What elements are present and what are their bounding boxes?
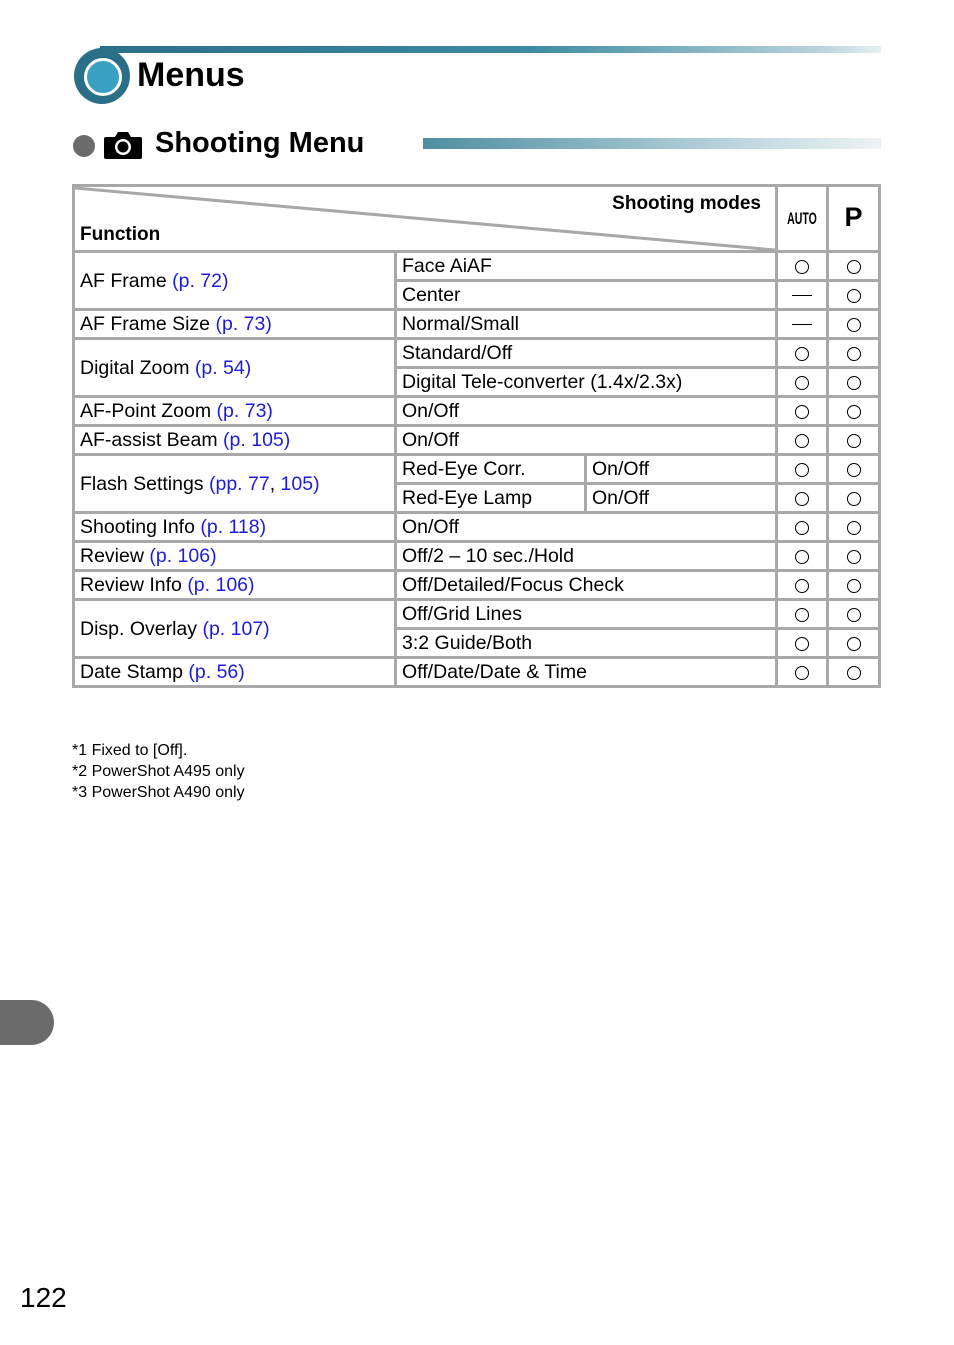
function-label: Function xyxy=(80,224,161,245)
auto-mark xyxy=(777,339,828,368)
auto-mark xyxy=(777,571,828,600)
auto-mode-icon: AUTO xyxy=(787,209,817,228)
available-icon xyxy=(847,289,861,303)
available-icon xyxy=(795,405,809,419)
auto-mark xyxy=(777,426,828,455)
mode-auto-header xyxy=(777,186,828,252)
available-icon xyxy=(795,637,809,651)
auto-mark xyxy=(777,629,828,658)
available-icon xyxy=(795,492,809,506)
available-icon xyxy=(795,608,809,622)
p-mark xyxy=(828,368,880,397)
function-name: AF Frame xyxy=(80,269,167,292)
option-cell: Standard/Off xyxy=(396,339,777,368)
function-name: Digital Zoom xyxy=(80,356,190,379)
function-cell xyxy=(74,397,396,426)
auto-mark xyxy=(777,513,828,542)
page-ref-link[interactable]: (p. 106) xyxy=(187,574,255,596)
auto-mark xyxy=(777,252,828,281)
table-row xyxy=(74,455,880,484)
page-ref-link[interactable]: (p. 73) xyxy=(215,313,272,335)
function-name: Disp. Overlay xyxy=(80,617,198,640)
table-row xyxy=(74,339,880,368)
section-ring-icon xyxy=(74,48,130,104)
p-mark xyxy=(828,339,880,368)
page-ref-link[interactable]: (p. 54) xyxy=(194,356,252,379)
table-row xyxy=(74,397,880,426)
available-icon xyxy=(795,463,809,477)
option-cell: On/Off xyxy=(396,513,777,542)
function-cell xyxy=(74,600,396,658)
p-mode-icon: P xyxy=(844,202,863,232)
auto-mark xyxy=(777,310,828,339)
option-cell: Off/2 – 10 sec./Hold xyxy=(396,542,777,571)
function-name: Flash Settings xyxy=(80,472,204,495)
page-ref-link[interactable]: (p. 56) xyxy=(188,661,245,683)
available-icon xyxy=(847,434,861,448)
unavailable-icon xyxy=(792,295,812,296)
function-cell xyxy=(74,455,396,513)
function-cell xyxy=(74,339,396,397)
function-name: Review Info xyxy=(80,574,182,596)
page-number: 122 xyxy=(20,1282,67,1313)
title-rule xyxy=(100,46,881,53)
option-cell: On/Off xyxy=(396,426,777,455)
option-cell: Center xyxy=(396,281,777,310)
function-name: Date Stamp xyxy=(80,661,183,683)
option-cell: Digital Tele-converter (1.4x/2.3x) xyxy=(396,368,777,397)
footnote-1: *1 Fixed to [Off]. xyxy=(72,742,188,759)
available-icon xyxy=(795,376,809,390)
auto-mark xyxy=(777,397,828,426)
function-cell xyxy=(74,252,396,310)
section-rule xyxy=(423,138,881,149)
chapter-tab xyxy=(0,1000,54,1045)
option-cell: On/Off xyxy=(586,455,777,484)
page-ref-link[interactable]: (p. 105) xyxy=(223,429,291,451)
available-icon xyxy=(847,318,861,332)
sub-option-cell: Red-Eye Lamp xyxy=(396,484,586,513)
header-cell xyxy=(74,186,777,252)
option-cell: Normal/Small xyxy=(396,310,777,339)
table-row xyxy=(74,600,880,629)
p-mark xyxy=(828,426,880,455)
shooting-menu-table xyxy=(72,184,881,688)
function-cell xyxy=(74,513,396,542)
function-name: Review xyxy=(80,545,144,567)
p-mark xyxy=(828,281,880,310)
option-cell: On/Off xyxy=(396,397,777,426)
available-icon xyxy=(847,637,861,651)
page-ref-link[interactable]: (pp. 77 xyxy=(208,472,270,495)
option-cell: 3:2 Guide/Both xyxy=(396,629,777,658)
function-name: AF-assist Beam xyxy=(80,429,218,451)
page-ref-separator: , xyxy=(269,472,281,495)
page-ref-link[interactable]: (p. 118) xyxy=(200,516,267,538)
p-mark xyxy=(828,571,880,600)
available-icon xyxy=(847,376,861,390)
available-icon xyxy=(847,463,861,477)
table-row xyxy=(74,571,880,600)
footnote-3: *3 PowerShot A490 only xyxy=(72,784,245,801)
table-row xyxy=(74,252,880,281)
page-ref-link[interactable]: (p. 107) xyxy=(202,617,270,640)
function-cell xyxy=(74,571,396,600)
p-mark xyxy=(828,397,880,426)
available-icon xyxy=(795,434,809,448)
available-icon xyxy=(847,579,861,593)
option-cell: Face AiAF xyxy=(396,252,777,281)
available-icon xyxy=(847,347,861,361)
p-mark xyxy=(828,658,880,687)
bullet-icon xyxy=(73,135,95,157)
table-row xyxy=(74,513,880,542)
function-cell xyxy=(74,310,396,339)
option-cell: Off/Detailed/Focus Check xyxy=(396,571,777,600)
available-icon xyxy=(847,608,861,622)
option-cell: Off/Grid Lines xyxy=(396,600,777,629)
table-row xyxy=(74,426,880,455)
table-header-row xyxy=(74,186,880,252)
camera-icon xyxy=(103,130,143,160)
available-icon xyxy=(795,579,809,593)
auto-mark xyxy=(777,368,828,397)
p-mark xyxy=(828,629,880,658)
page-ref-link[interactable]: (p. 106) xyxy=(149,545,217,567)
section-title: Shooting Menu xyxy=(155,127,365,159)
available-icon xyxy=(847,550,861,564)
page-title: Menus xyxy=(137,56,245,94)
p-mark xyxy=(828,310,880,339)
available-icon xyxy=(847,405,861,419)
auto-mark xyxy=(777,600,828,629)
auto-mark xyxy=(777,484,828,513)
available-icon xyxy=(795,260,809,274)
available-icon xyxy=(795,521,809,535)
auto-mark xyxy=(777,455,828,484)
available-icon xyxy=(847,492,861,506)
option-cell: Off/Date/Date & Time xyxy=(396,658,777,687)
page-ref-link[interactable]: (p. 73) xyxy=(216,400,273,422)
table-row xyxy=(74,310,880,339)
shooting-modes-label: Shooting modes xyxy=(612,193,761,214)
page-ref-link[interactable]: 105) xyxy=(280,472,320,495)
available-icon xyxy=(847,521,861,535)
function-cell xyxy=(74,542,396,571)
function-name: AF-Point Zoom xyxy=(80,400,212,422)
function-name: AF Frame Size xyxy=(80,313,211,335)
footnote-2: *2 PowerShot A495 only xyxy=(72,763,245,780)
function-name: Shooting Info xyxy=(80,516,195,538)
auto-mark xyxy=(777,658,828,687)
p-mark xyxy=(828,455,880,484)
p-mark xyxy=(828,542,880,571)
available-icon xyxy=(795,666,809,680)
function-cell xyxy=(74,658,396,687)
table-row xyxy=(74,542,880,571)
footnotes xyxy=(72,740,245,803)
available-icon xyxy=(795,347,809,361)
function-cell xyxy=(74,426,396,455)
p-mark xyxy=(828,513,880,542)
auto-mark xyxy=(777,281,828,310)
option-cell: On/Off xyxy=(586,484,777,513)
available-icon xyxy=(847,260,861,274)
auto-mark xyxy=(777,542,828,571)
p-mark xyxy=(828,484,880,513)
page-ref-link[interactable]: (p. 72) xyxy=(172,269,229,292)
available-icon xyxy=(795,550,809,564)
mode-p-header xyxy=(828,186,880,252)
sub-option-cell: Red-Eye Corr. xyxy=(396,455,586,484)
unavailable-icon xyxy=(792,324,812,325)
p-mark xyxy=(828,600,880,629)
p-mark xyxy=(828,252,880,281)
available-icon xyxy=(847,666,861,680)
table-row xyxy=(74,658,880,687)
